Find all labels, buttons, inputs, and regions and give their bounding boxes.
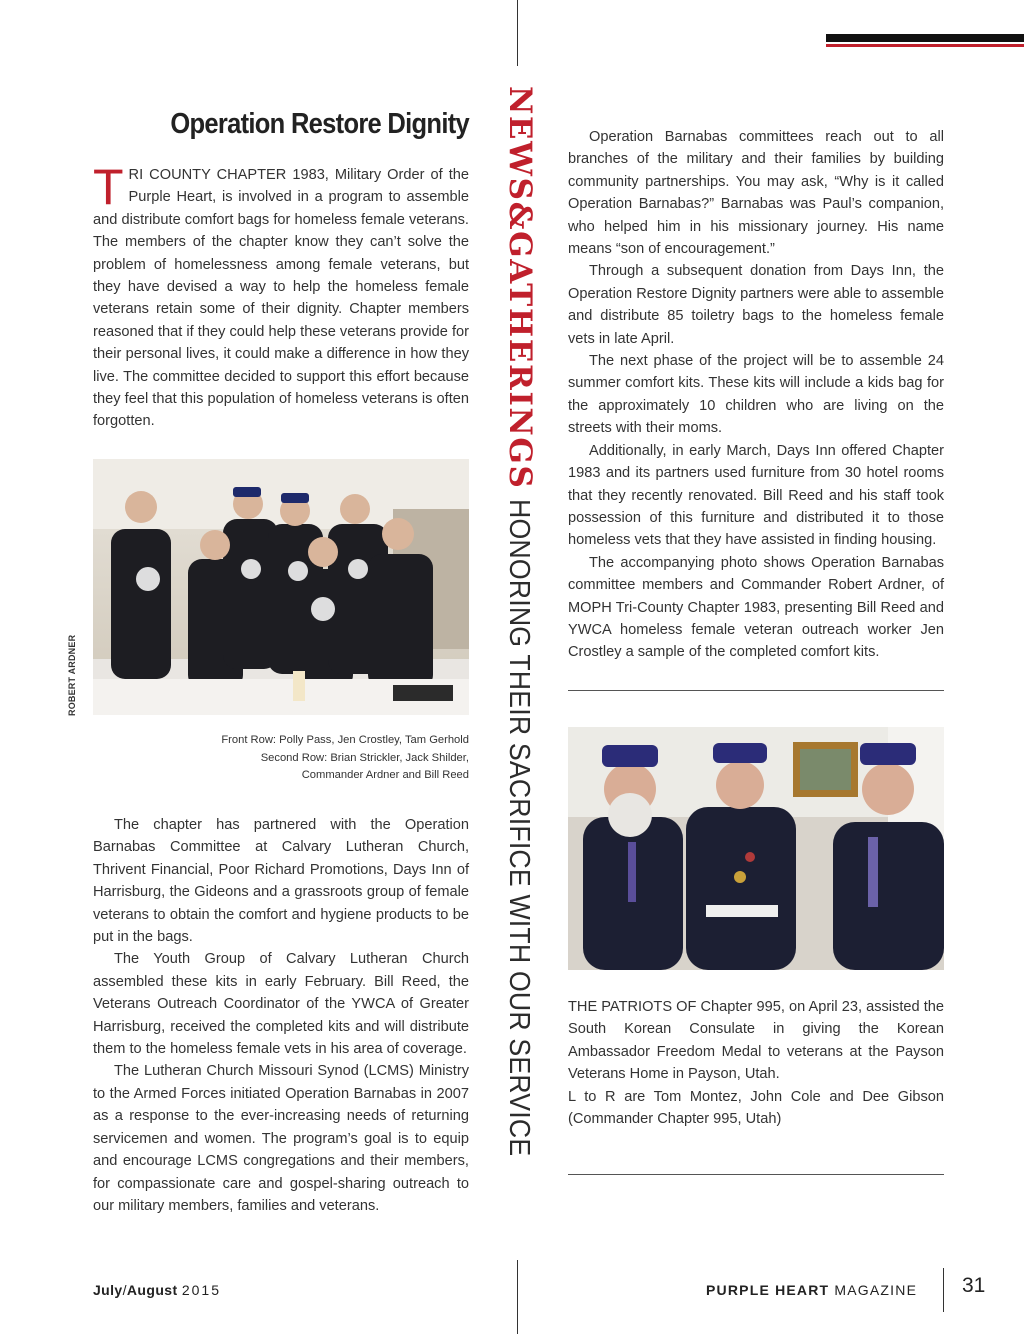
center-divider-top [517,0,518,66]
section-tagline: HONORING THEIR SACRIFICE WITH OUR SERVICE [503,499,535,1157]
caption-line: Second Row: Brian Strickler, Jack Shilder, [260,751,469,764]
sidebar-story-names: L to R are Tom Montez, John Cole and Dee Gibson (Commander Chapter 995, Utah) [568,1088,944,1128]
veterans-photo [568,727,944,970]
section-divider [568,1174,944,1175]
center-divider-bottom [517,1260,518,1334]
caption-line: Front Row: Polly Pass, Jen Crostley, Tam Gerhold [221,734,469,746]
issue-year: 2015 [181,1282,221,1298]
body-paragraph: The next phase of the project will be to assemble 24 summer comfort kits. These kits will include a kids bag for the approximately 10 children who are living on the streets with their moms. [568,353,944,437]
section-divider [568,690,944,691]
header-rule-red [826,44,1024,47]
intro-paragraph: RI COUNTY CHAPTER 1983, Military Order of the Purple Heart, is involved in a program to assemble and distribute comfort bags for homeless female veterans. The members of the chapter know they can’t solve the problem of homelessness among female veterans, but they have devised a way to help the homeless female veterans retain some of their dignity. Chapter members reasoned that if they could help these veterans provide for their personal lives, it could make a difference in how they live. The committee decided to support this effort because they feel that this population of homeless veterans is often forgotten. [93,167,469,430]
article-intro [93,159,469,433]
magazine-name-light: MAGAZINE [834,1282,918,1298]
photo-credit: ROBERT ARDNER [67,634,77,716]
left-column-body [93,814,469,1217]
body-paragraph: Additionally, in early March, Days Inn offered Chapter 1983 and its partners used furniture from 30 hotel rooms that they recently renovated. Bill Reed and his staff took possession of this furniture and distributed it to those homeless vets that they have assisted in finding housing. [568,442,944,549]
section-name: NEWS&GATHERINGS [502,86,538,490]
article-title: Operation Restore Dignity [170,108,469,140]
group-photo [93,459,469,715]
issue-month-2: August [126,1282,178,1298]
body-paragraph: The Lutheran Church Missouri Synod (LCMS) Ministry to the Armed Forces initiated Operation Barnabas in 2007 as a response to the ever-increasing needs of returning servicemen and women. The program’s goal is to equip and encourage LCMS congregations and their members, for compassionate care and gospel-sharing outreach to our military members, families and veterans. [93,1063,469,1214]
footer-separator [943,1268,944,1312]
group-photo-image [93,459,469,715]
page-number: 31 [962,1274,986,1297]
section-heading-vertical [498,86,538,1246]
body-paragraph: The chapter has partnered with the Operation Barnabas Committee at Calvary Lutheran Church, Thrivent Financial, Poor Richard Promotions, Days Inn of Harrisburg, the Gideons and a grassroots group of female veterans to obtain the comfort and hygiene products to be put in the bags. [93,817,469,946]
header-rule-black [826,34,1024,42]
body-paragraph: The accompanying photo shows Operation Barnabas committee members and Commander Robert Ardner, of MOPH Tri-County Chapter 1983, presenting Bill Reed and YWCA homeless female veteran outreach worker Jen Crostley a sample of the completed comfort kits. [568,554,944,661]
photo-caption [93,732,469,785]
sidebar-story-text: THE PATRIOTS OF Chapter 995, on April 23, assisted the South Korean Consulate in giving the Korean Ambassador Freedom Medal to veterans at the Payson Veterans Home in Payson, Utah. [568,999,944,1083]
body-paragraph: Through a subsequent donation from Days Inn, the Operation Restore Dignity partners were able to assemble and distribute 85 toiletry bags to the homeless female vets in late April. [568,263,944,347]
body-paragraph: Operation Barnabas committees reach out to all branches of the military and their families by building community partnerships. You may ask, “Why is it called Operation Barnabas?” Barnabas was Paul’s companion, who helped him in his missionary journey. His name means “son of encouragement.” [568,129,944,258]
drop-cap: T [93,159,124,215]
issue-date: July/August 2015 [93,1282,221,1298]
body-paragraph: The Youth Group of Calvary Lutheran Church assembled these kits in early February. Bill Reed, the Veterans Outreach Coordinator of the YWCA of Greater Harrisburg, received the completed kits and will distribute them to the homeless female vets in his area of coverage. [93,951,469,1058]
magazine-name [706,1282,917,1298]
issue-month: July [93,1282,123,1298]
magazine-name-bold: PURPLE HEART [706,1282,830,1298]
right-column-body [568,126,944,664]
sidebar-story [568,996,944,1130]
veterans-photo-image [568,727,944,970]
caption-line: Commander Ardner and Bill Reed [301,769,469,782]
